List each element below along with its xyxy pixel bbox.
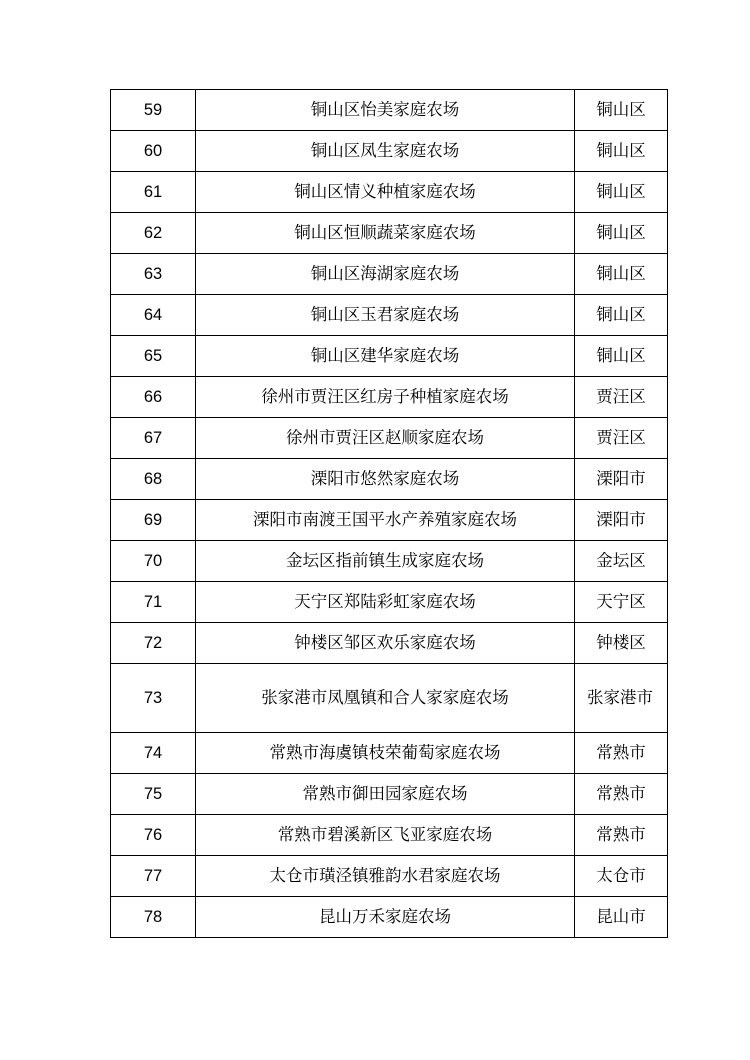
row-number: 66 — [111, 377, 196, 418]
row-number: 78 — [111, 897, 196, 938]
row-region: 铜山区 — [575, 336, 668, 377]
row-farm-name: 溧阳市悠然家庭农场 — [196, 459, 575, 500]
row-region: 天宁区 — [575, 582, 668, 623]
table-row — [111, 336, 668, 377]
row-region: 溧阳市 — [575, 459, 668, 500]
row-farm-name: 铜山区恒顺蔬菜家庭农场 — [196, 213, 575, 254]
table-row — [111, 623, 668, 664]
row-region: 常熟市 — [575, 774, 668, 815]
table-row — [111, 774, 668, 815]
table-row — [111, 213, 668, 254]
row-farm-name: 常熟市御田园家庭农场 — [196, 774, 575, 815]
table-row — [111, 295, 668, 336]
row-farm-name: 铜山区玉君家庭农场 — [196, 295, 575, 336]
row-region: 常熟市 — [575, 815, 668, 856]
row-farm-name: 徐州市贾汪区红房子种植家庭农场 — [196, 377, 575, 418]
row-farm-name: 金坛区指前镇生成家庭农场 — [196, 541, 575, 582]
row-region: 张家港市 — [575, 664, 668, 733]
row-farm-name: 铜山区情义种植家庭农场 — [196, 172, 575, 213]
table-row — [111, 172, 668, 213]
row-number: 61 — [111, 172, 196, 213]
table-row — [111, 500, 668, 541]
row-number: 73 — [111, 664, 196, 733]
table-row — [111, 131, 668, 172]
row-number: 75 — [111, 774, 196, 815]
row-number: 77 — [111, 856, 196, 897]
row-region: 铜山区 — [575, 213, 668, 254]
row-region: 常熟市 — [575, 733, 668, 774]
row-region: 钟楼区 — [575, 623, 668, 664]
row-number: 65 — [111, 336, 196, 377]
row-number: 60 — [111, 131, 196, 172]
row-farm-name: 钟楼区邹区欢乐家庭农场 — [196, 623, 575, 664]
row-number: 72 — [111, 623, 196, 664]
row-farm-name: 常熟市碧溪新区飞亚家庭农场 — [196, 815, 575, 856]
row-farm-name: 铜山区凤生家庭农场 — [196, 131, 575, 172]
table-row — [111, 377, 668, 418]
row-region: 铜山区 — [575, 254, 668, 295]
row-region: 溧阳市 — [575, 500, 668, 541]
row-region: 铜山区 — [575, 90, 668, 131]
row-farm-name: 铜山区海湖家庭农场 — [196, 254, 575, 295]
row-farm-name: 溧阳市南渡王国平水产养殖家庭农场 — [196, 500, 575, 541]
table-row — [111, 733, 668, 774]
table-row — [111, 664, 668, 733]
row-number: 70 — [111, 541, 196, 582]
row-region: 铜山区 — [575, 131, 668, 172]
row-farm-name: 昆山万禾家庭农场 — [196, 897, 575, 938]
row-region: 昆山市 — [575, 897, 668, 938]
table-row — [111, 856, 668, 897]
row-number: 67 — [111, 418, 196, 459]
row-number: 76 — [111, 815, 196, 856]
farm-list-table — [110, 89, 668, 938]
table-row — [111, 582, 668, 623]
row-region: 铜山区 — [575, 172, 668, 213]
row-number: 69 — [111, 500, 196, 541]
row-region: 太仓市 — [575, 856, 668, 897]
row-farm-name: 张家港市凤凰镇和合人家家庭农场 — [196, 664, 575, 733]
row-region: 贾汪区 — [575, 377, 668, 418]
row-number: 59 — [111, 90, 196, 131]
row-farm-name: 徐州市贾汪区赵顺家庭农场 — [196, 418, 575, 459]
row-farm-name: 铜山区建华家庭农场 — [196, 336, 575, 377]
farm-list-table-container — [110, 89, 666, 938]
row-number: 74 — [111, 733, 196, 774]
table-row — [111, 254, 668, 295]
row-region: 贾汪区 — [575, 418, 668, 459]
row-farm-name: 天宁区郑陆彩虹家庭农场 — [196, 582, 575, 623]
row-number: 64 — [111, 295, 196, 336]
row-region: 金坛区 — [575, 541, 668, 582]
table-row — [111, 815, 668, 856]
row-farm-name: 常熟市海虞镇枝荣葡萄家庭农场 — [196, 733, 575, 774]
table-row — [111, 541, 668, 582]
table-row — [111, 459, 668, 500]
row-region: 铜山区 — [575, 295, 668, 336]
row-number: 62 — [111, 213, 196, 254]
table-row — [111, 90, 668, 131]
row-farm-name: 铜山区怡美家庭农场 — [196, 90, 575, 131]
row-number: 71 — [111, 582, 196, 623]
table-body — [111, 90, 668, 938]
table-row — [111, 418, 668, 459]
table-row — [111, 897, 668, 938]
row-number: 68 — [111, 459, 196, 500]
row-number: 63 — [111, 254, 196, 295]
row-farm-name: 太仓市璜泾镇雅韵水君家庭农场 — [196, 856, 575, 897]
